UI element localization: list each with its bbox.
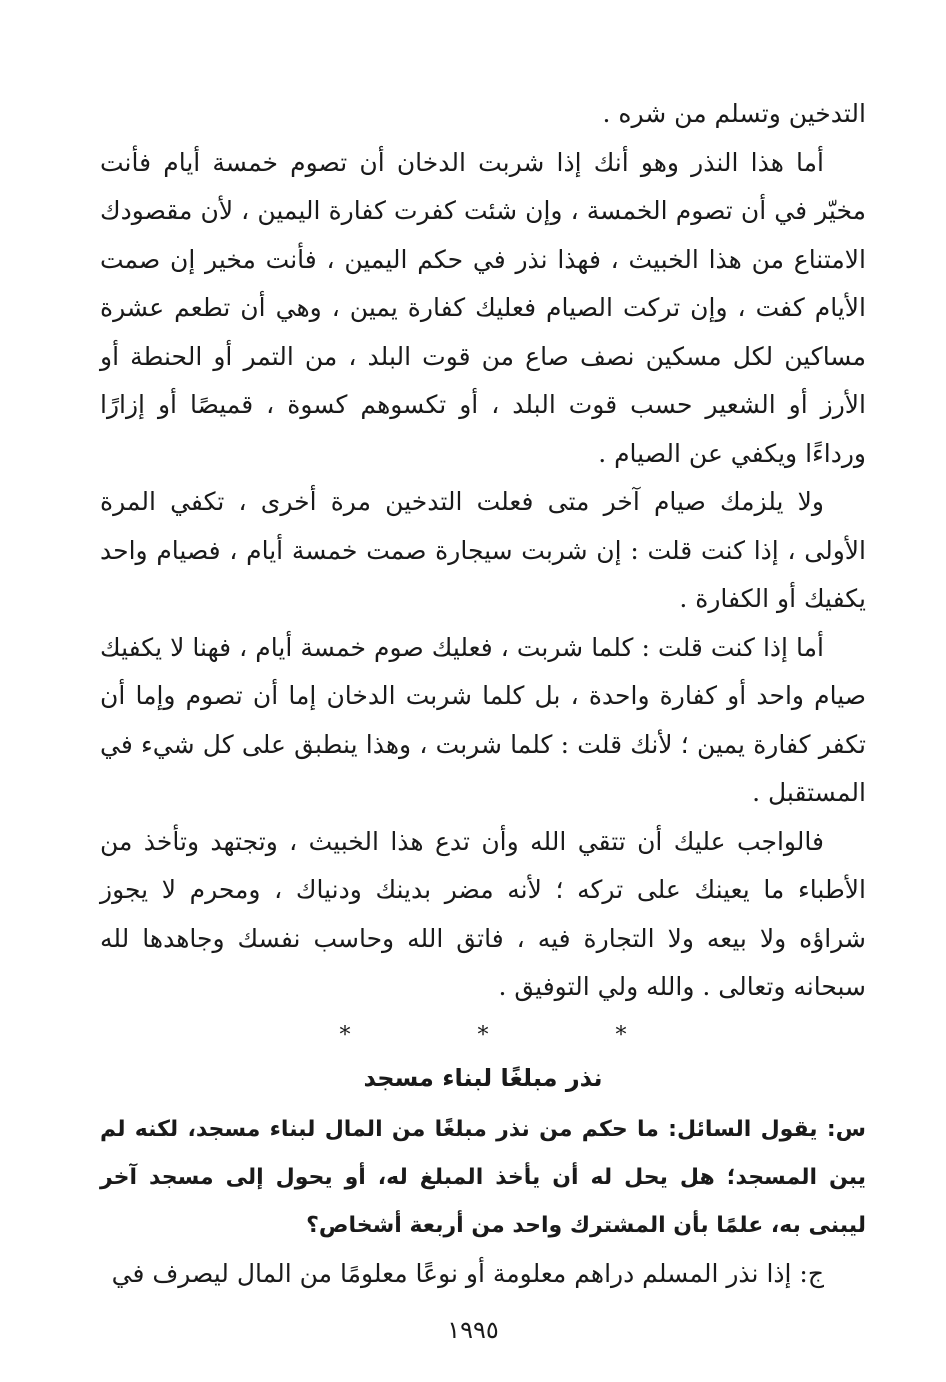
- answer-text: ج: إذا نذر المسلم دراهم معلومة أو نوعًا معلومًا من المال ليصرف في: [111, 1258, 824, 1288]
- paragraph-0: التدخين وتسلم من شره .: [602, 99, 866, 128]
- section-separator: * * *: [339, 1022, 687, 1048]
- paragraph-3: أما إذا كنت قلت : كلما شربت ، فعليك صوم خمسة أيام ، فهنا لا يكفيك صيام واحد أو كفارة واحدة ، بل كلما شربت الدخان إما أن تصوم وإما أن تكفر كفارة يمين ؛ لأنك قلت : كلما شربت ، وهذا ينطبق على كل شيء في المستقبل .: [100, 632, 866, 807]
- page-number: ١٩٩٥: [447, 1316, 499, 1344]
- question-text: س: يقول السائل: ما حكم من نذر مبلغًا من المال لبناء مسجد، لكنه لم يبن المسجد؛ هل يحل له أن يأخذ المبلغ له، أو يحول إلى مسجد آخر ليبنى به، علمًا بأن المشترك واحد من أربعة أشخاص؟: [100, 1116, 866, 1238]
- paragraph-1: أما هذا النذر وهو أنك إذا شربت الدخان أن تصوم خمسة أيام فأنت مخيّر في أن تصوم الخمسة ، وإن شئت كفرت كفارة اليمين ، لأن مقصودك الامتناع من هذا الخبيث ، فهذا نذر في حكم اليمين ، فأنت مخير إن صمت الأيام كفت ، وإن تركت الصيام فعليك كفارة يمين ، وهي أن تطعم عشرة مساكين لكل مسكين نصف صاع من قوت البلد ، من التمر أو الحنطة أو الأرز أو الشعير حسب قوت البلد ، أو تكسوهم كسوة ، قميصًا أو إزارًا ورداءًا ويكفي عن الصيام .: [100, 147, 866, 468]
- section-heading: نذر مبلغًا لبناء مسجد: [363, 1063, 603, 1092]
- paragraph-2: ولا يلزمك صيام آخر متى فعلت التدخين مرة أخرى ، تكفي المرة الأولى ، إذا كنت قلت : إن شربت سيجارة صمت خمسة أيام ، فصيام واحد يكفيك أو الكفارة .: [100, 487, 866, 613]
- document-body: [100, 90, 866, 1298]
- paragraph-4: فالواجب عليك أن تتقي الله وأن تدع هذا الخبيث ، وتجتهد وتأخذ من الأطباء ما يعينك على تركه ؛ لأنه مضر بدينك ودنياك ، ومحرم لا يجوز شراؤه ولا بيعه ولا التجارة فيه ، فاتق الله وحاسب نفسك وجاهدها لله سبحانه وتعالى . والله ولي التوفيق .: [100, 826, 866, 1001]
